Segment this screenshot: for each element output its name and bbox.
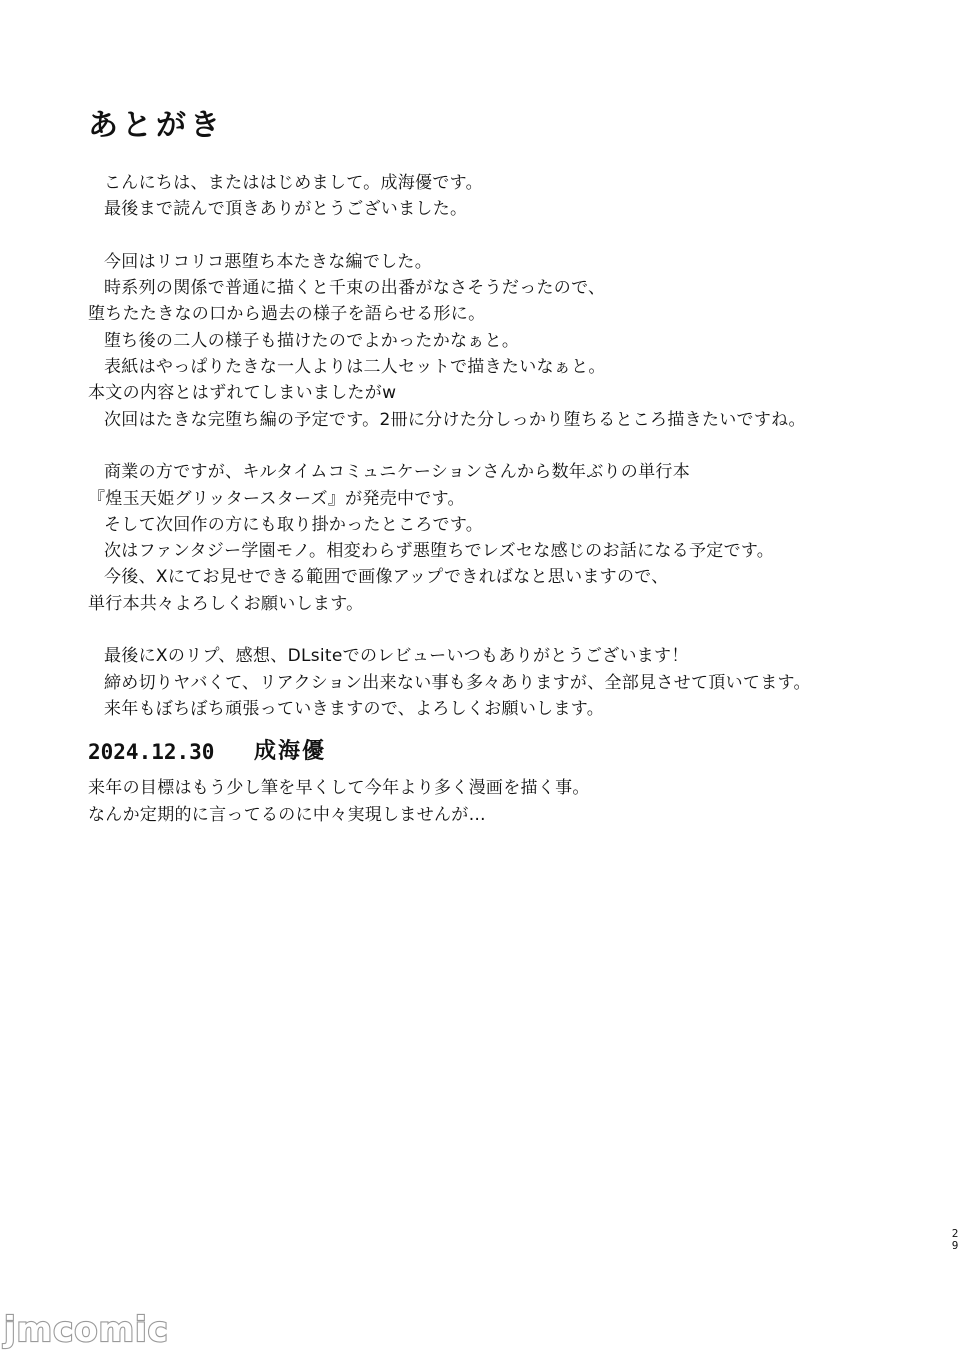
- body-line: 今後、Xにてお見せできる範囲で画像アップできればなと思いますので、: [104, 567, 669, 588]
- postscript: [88, 775, 590, 829]
- body-line: 『煌玉天姫グリッタースターズ』が発売中です。: [88, 488, 465, 509]
- body-line: こんにちは、またははじめまして。成海優です。: [104, 173, 483, 193]
- blank-line: [88, 617, 888, 643]
- watermark-text: jmcomic: [4, 1310, 169, 1350]
- postscript-line: なんか定期的に言ってるのに中々実現しませんが…: [88, 805, 486, 825]
- body-line: 締め切りヤバくて、リアクション出来ない事も多々ありますが、全部見させて頂いてます。: [104, 672, 811, 693]
- body-line: 次回はたきな完堕ち編の予定です。2冊に分けた分しっかり堕ちるところ描きたいですね。: [104, 409, 806, 430]
- body-line: 堕ちたたきなの口から過去の様子を語らせる形に。: [88, 304, 486, 325]
- signature-name: 成海優: [254, 739, 327, 764]
- body-line: 次はファンタジー学園モノ。相変わらず悪堕ちでレズセな感じのお話になる予定です。: [104, 541, 775, 562]
- body-line: 来年もぼちぼち頑張っていきますので、よろしくお願いします。: [104, 698, 604, 719]
- body-line: 堕ち後の二人の様子も描けたのでよかったかなぁと。: [104, 330, 520, 351]
- body-line: 今回はリコリコ悪堕ち本たきな編でした。: [104, 251, 433, 272]
- body-line: 時系列の関係で普通に描くと千束の出番がなさそうだったので、: [104, 278, 606, 299]
- body-line: 商業の方ですが、キルタイムコミュニケーションさんから数年ぶりの単行本: [104, 462, 690, 483]
- page-title: あとがき: [88, 108, 224, 143]
- body-line: 本文の内容とはずれてしまいましたがw: [88, 383, 397, 404]
- blank-line: [88, 433, 888, 459]
- watermark-logo: [0, 1307, 210, 1353]
- body-line: 表紙はやっぱりたきな一人よりは二人セットで描きたいなぁと。: [104, 357, 606, 378]
- body-line: 最後にXのリプ、感想、DLsiteでのレビューいつもありがとうございます！: [104, 646, 689, 667]
- body-line: 単行本共々よろしくお願いします。: [88, 593, 364, 614]
- blank-line: [88, 223, 888, 249]
- watermark-logo-icon: [0, 1307, 210, 1353]
- postscript-line: 来年の目標はもう少し筆を早くして今年より多く漫画を描く事。: [88, 778, 590, 798]
- page-number: 29: [951, 1227, 959, 1252]
- body-line: 最後まで読んで頂きありがとうございました。: [104, 199, 468, 220]
- body-line: そして次回作の方にも取り掛かったところです。: [104, 514, 484, 535]
- afterword-body: [88, 170, 888, 722]
- signature-date: 2024.12.30: [88, 740, 215, 764]
